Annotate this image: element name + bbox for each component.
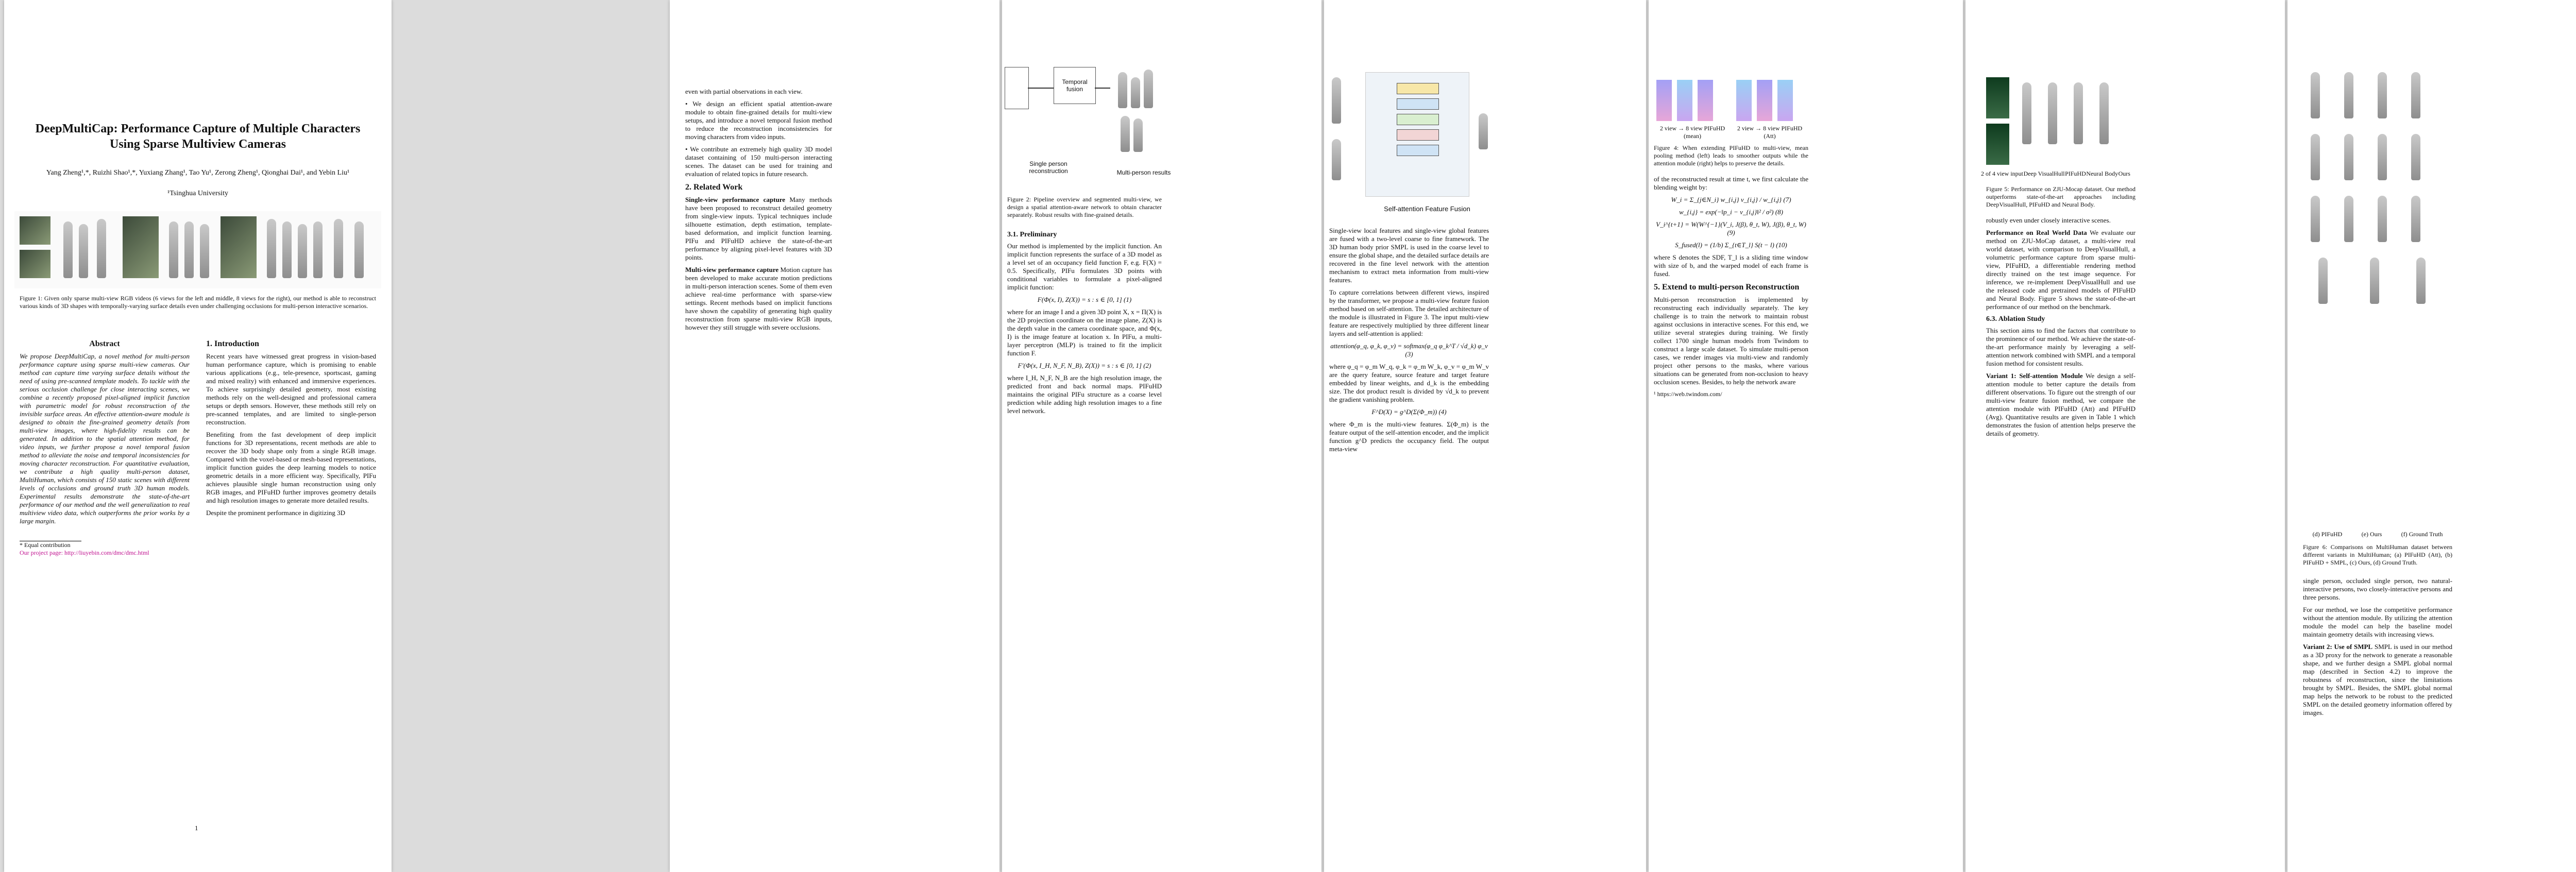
attention-module-figure: [1365, 72, 1469, 197]
page-4-paragraph-3: where φ_q = φ_m W_q, φ_k = φ_m W_k, φ_v = φ_m W_v are the query feature, source feature and target feature embedded by linear weights, and d_k is the embedding size. The dot product result is divided by √d_k to prevent the gradient vanishing problem.: [1329, 363, 1489, 403]
figure-5-labels: [1981, 170, 2130, 178]
variant-2-paragraph: [2303, 643, 2452, 717]
variant-2-lead: Variant 2: Use of SMPL: [2303, 643, 2373, 651]
reconstruction-figure: [298, 224, 307, 278]
ablation-figure: [2411, 134, 2420, 180]
figure-6-labels: [2303, 531, 2452, 538]
attention-block: [1397, 83, 1439, 94]
normal-map: [1777, 80, 1793, 121]
reconstruction-figure: [313, 221, 323, 278]
prelim-heading: 3.1. Preliminary: [1007, 231, 1057, 238]
output-figure: [1479, 113, 1488, 149]
multi-person-paragraph: Multi-person reconstruction is implemented by reconstructing each individually separately. The key challenge is to train the network to maintain robust against occlusions in interactive scenes. For this end, we utilize several strategies during training. We firstly collect 1700 single human models from Twindom to construct a large scale dataset. To simulate multi-person cases, we render images via multi-view and randomly project other persons to the masks, where various situations can be generated from non-occlusion to heavy occlusion scenes. Besides, to help the network aware: [1654, 296, 1808, 386]
figure-5-label-dvh: Deep VisualHull: [2023, 170, 2065, 177]
page-2-left-column: [685, 88, 832, 336]
result-figure: [1121, 116, 1130, 152]
attention-figure-label: Self-attention Feature Fusion: [1376, 203, 1479, 214]
input-figure: [1332, 139, 1341, 180]
attention-block: [1397, 114, 1439, 125]
figure-4-label-att: 2 view → 8 view PIFuHD (Att): [1737, 125, 1803, 140]
page-5-paragraph-1: of the reconstructed result at time t, we first calculate the blending weight by:: [1654, 175, 1808, 191]
reconstruction-figure: [169, 221, 178, 278]
related-paragraph-2: [685, 266, 832, 332]
normal-map: [1736, 80, 1752, 121]
figure-6-caption: Figure 6: Comparisons on MultiHuman dataset between different variants in MultiHuman; (a) PIFuHD (Att), (b) PIFuHD + SMPL, (c) Ours, (d) Ground Truth.: [2303, 543, 2452, 566]
pipeline-box-single: Single person reconstruction: [1023, 155, 1074, 180]
reconstruction-figure: [267, 219, 276, 278]
related-lead-1: Single-view performance capture: [685, 196, 785, 203]
result-figure: [1144, 70, 1153, 108]
intro-paragraph-2: Benefiting from the fast development of deep implicit functions for 3D representations, recent methods are able to recover the 3D body shape only from a single RGB image. Compared with the voxel-based or mesh-based representations, implicit function guides the deep learning models to notice geometric details in a more efficient way. Specifically, PIFu achieves plausible single human reconstruction using only RGB images, and PIFuHD further improves geometry details and high resolution images to generate more detailed results.: [206, 431, 376, 504]
affiliation: ¹Tsinghua University: [167, 190, 228, 197]
figure-1: [14, 211, 381, 288]
attention-block: [1397, 129, 1439, 141]
figure-4-label-mean: 2 view → 8 view PIFuHD (mean): [1659, 125, 1725, 140]
related-text-1: Many methods have been proposed to reconstruct detailed geometry from single-view inputs. Typical techniques include silhouette estimation, depth estimation, template-based deformation, and implicit function learning. PIFu and PIFuHD achieve the state-of-the-art performance by aligning pixel-level features with 3D points.: [685, 196, 832, 261]
ablation-paragraph: This section aims to find the factors that contribute to the prominence of our method. We achieve the state-of-the-art performance mainly by leveraging a self-attention network combined with SMPL and a temporal fusion method for consistent results.: [1986, 327, 2136, 367]
intro-column: [206, 335, 376, 521]
page-5-paragraph-2: where S denotes the SDF, T_l is a sliding time window with size of b, and the warped model of each frame is fused.: [1654, 253, 1808, 278]
ablation-figure: [2344, 196, 2353, 242]
page-4-paragraph-1: Single-view local features and single-view global features are fused with a two-level coarse to fine framework. The 3D human body prior SMPL is used in the coarse level to ensure the global shape, and the detailed surface details are recovered in the fine level network with the attention mechanism to extract meta information from multi-view features.: [1329, 227, 1489, 284]
bullet-2-text: We contribute an extremely high quality 3D model dataset containing of 150 multi-person interacting scenes. The dataset can be used for training and evaluation of related topics in future research.: [685, 145, 832, 178]
abstract-heading: Abstract: [89, 339, 120, 348]
ablation-heading: 6.3. Ablation Study: [1986, 315, 2045, 323]
page-4: [1324, 0, 1646, 872]
page-7: [2287, 0, 2576, 872]
variant-1-paragraph: [1986, 372, 2136, 438]
pipeline-box-input: [1005, 67, 1029, 109]
figure-2-caption: Figure 2: Pipeline overview and segmented multi-view, we design a spatial attention-aware network to obtain character separately. Robust results with fine-grained details.: [1007, 196, 1162, 218]
page-4-paragraph-4: where Φ_m is the multi-view features. Σ(Φ_m) is the feature output of the self-attention encoder, and the implicit function g^D predicts the occupancy field. The output meta-view: [1329, 420, 1489, 453]
ablation-figure: [2411, 72, 2420, 118]
figure-5-label-input: 2 of 4 view input: [1981, 170, 2023, 177]
reconstruction-figure: [184, 221, 194, 278]
reconstruction-figure: [200, 224, 209, 278]
intro-paragraph-1: Recent years have witnessed great progress in vision-based human performance capture, which is promising to enable various applications (e.g., tele-presence, sportscast, gaming and mixed reality) with enhanced and immersive experiences. To achieve surprisingly detailed geometry, most existing methods rely on the well-designed and professional camera setups or depth sensors. However, these methods still rely on pre-scanned templates, and are limited to single-person reconstruction.: [206, 352, 376, 426]
pipeline-arrow: [1095, 88, 1110, 89]
pipeline-label-results: Multi-person results: [1115, 165, 1172, 180]
bullet-1-text: We design an efficient spatial attention-aware module to obtain fine-grained details for multi-view setups, and introduce a novel temporal fusion method to reduce the reconstruction inconsistencies for moving characters from video inputs.: [685, 100, 832, 141]
figure-1-caption: Figure 1: Given only sparse multi-view RGB videos (6 views for the left and middle, 8 views for the right), our method is able to reconstruct various kinds of 3D shapes with temporally-varying surface details even under challenging occlusions for multi-person interactive scenarios.: [20, 295, 376, 310]
contribution-tail: even with partial observations in each view.: [685, 88, 803, 95]
input-photo: [123, 216, 159, 278]
figure-6-label-f: (f) Ground Truth: [2401, 531, 2443, 538]
attention-block: [1397, 98, 1439, 110]
pipeline-box-temporal: Temporal fusion: [1054, 67, 1096, 104]
ablation-figure: [2344, 72, 2353, 118]
ablation-figure: [2344, 134, 2353, 180]
page-1: [4, 0, 392, 872]
equation-10: S_fused(l) = (1/b) Σ_{t∈T_l} S(t − l) (10): [1675, 241, 1787, 249]
figure-5-caption: Figure 5: Performance on ZJU-Mocap dataset. Our method outperforms state-of-the-art approaches including DeepVisualHull, PIFuHD and Neural Body.: [1986, 185, 2136, 208]
result-figure: [1131, 77, 1140, 108]
abstract-column: [20, 335, 190, 557]
input-view: [1986, 77, 2009, 118]
real-world-paragraph: [1986, 229, 2136, 311]
related-heading: 2. Related Work: [685, 183, 743, 192]
page-7-paragraph-2: For our method, we lose the competitive performance without the attention module. By utilizing the attention module the model can help the baseline model maintain geometry details with increasing views.: [2303, 606, 2452, 638]
title-line-1: DeepMultiCap: Performance Capture of Multiple Characters: [35, 122, 361, 135]
normal-map: [1677, 80, 1692, 121]
result-figure: [1118, 72, 1127, 108]
page-6: [1965, 0, 2285, 872]
prelim-paragraph-2: where for an image I and a given 3D point X, x = Π(X) is the 2D projection coordinate on the image plane, Z(X) is the depth value in the camera coordinate space, and Φ(x, I) is the image feature at location x. In PIFu, a multi-layer perceptron (MLP) is trained to fit the implicit function F.: [1007, 308, 1162, 357]
page-4-column: [1329, 227, 1489, 457]
figure-6-label-e: (e) Ours: [2361, 531, 2382, 538]
intro-paragraph-3: Despite the prominent performance in digitizing 3D: [206, 509, 346, 517]
reconstruction-figure: [63, 221, 73, 278]
figure-5-label-ours: Ours: [2118, 170, 2130, 177]
ablation-figure: [2311, 72, 2320, 118]
ablation-figure: [2311, 134, 2320, 180]
equation-1: F(Φ(x, I), Z(X)) = s : s ∈ [0, 1] (1): [1037, 296, 1132, 303]
bullet-2: • We contribute an extremely high quality 3D model dataset containing of 150 multi-person interacting scenes. The dataset can be used for training and evaluation of related topics in future research.: [685, 145, 832, 178]
variant-1-lead: Variant 1: Self-attention Module: [1986, 372, 2083, 380]
normal-map: [1757, 80, 1772, 121]
ablation-figure: [2378, 196, 2387, 242]
page-5-column: [1654, 175, 1808, 398]
figure-5-label-pifuhd: PIFuHD: [2065, 170, 2086, 177]
paper-title: [25, 121, 371, 152]
page-6-column: [1986, 216, 2136, 442]
reconstruction-figure: [354, 221, 364, 278]
page-5-footnote: ¹ https://web.twindom.com/: [1654, 390, 1722, 398]
input-view: [1986, 124, 2009, 165]
related-paragraph-1: [685, 196, 832, 262]
equation-8: w_{i,j} = exp(−‖p_i − v_{i,j}‖² / σ²) (8): [1679, 208, 1783, 216]
variant-2-text: SMPL is used in our method as a 3D proxy for the network to generate a reasonable shape, and we further design a SMPL global normal map (described in Section 4.2) to improve the robustness of reconstruction, since the limitations brought by SMPL. Besides, the SMPL global normal map helps the network to be robust to the predicted SMPL on the detailed geometry information offered by images.: [2303, 643, 2452, 716]
intro-heading: 1. Introduction: [206, 339, 259, 348]
input-figure: [1332, 77, 1341, 124]
real-world-text: We evaluate our method on ZJU-MoCap dataset, a multi-view real world dataset, with comparison to DeepVisualHull, a volumetric performance capture from sparse multi-view, PIFuHD, a differentiable rendering method directly trained on the test image sequence. For inference, we re-implement DeepVisualHull and use the released code and pretrained models of PIFuHD and Neural Body. Figure 5 shows the state-of-the-art performance of our method on the benchmark.: [1986, 229, 2136, 311]
page-number: 1: [195, 824, 198, 832]
input-photo: [221, 216, 257, 278]
comparison-figure: [2074, 82, 2083, 144]
equation-7: W_i = Σ_{j∈N_i} w_{i,j} v_{i,j} / w_{i,j} (7): [1671, 196, 1791, 203]
ablation-figure: [2411, 196, 2420, 242]
bullet-1: • We design an efficient spatial attention-aware module to obtain fine-grained details for multi-view setups, and introduce a novel temporal fusion method to reduce the reconstruction inconsistencies for moving characters from video inputs.: [685, 100, 832, 141]
normal-map: [1698, 80, 1713, 121]
comparison-figure: [2099, 82, 2109, 144]
related-text-2: Motion capture has been developed to make accurate motion predictions in multi-person interaction scenes. Some of them even achieve real-time performance with sparse-view settings. Recent methods based on implicit functions have shown the capability of generating high quality reconstruction from sparse multi-view RGB inputs, however they still struggle with severe occlusions.: [685, 266, 832, 331]
ablation-figure: [2318, 258, 2328, 304]
page-3: [1002, 0, 1321, 872]
input-photo: [20, 250, 50, 278]
ablation-figure: [2378, 72, 2387, 118]
pipeline-arrow: [1028, 88, 1054, 89]
ablation-figure: [2416, 258, 2426, 304]
reconstruction-figure: [334, 219, 343, 278]
variant-1-text: We design a self-attention module to better capture the details from different observations. To figure out the strength of our multi-view feature fusion method, we compare the attention module with PIFuHD (Att) and PIFuHD (Avg). Quantitative results are given in Table 1 which demonstrates the fusion of attention helps preserve the details of geometry.: [1986, 372, 2136, 437]
input-photo: [20, 216, 50, 245]
attention-block: [1397, 145, 1439, 156]
comparison-figure: [2048, 82, 2057, 144]
result-figure: [1133, 118, 1143, 152]
equation-4: F^D(X) = g^D(Σ(Φ_m)) (4): [1371, 408, 1447, 416]
page-3-column: [1007, 227, 1162, 419]
figure-4-caption: Figure 4: When extending PIFuHD to multi-view, mean pooling method (left) leads to smoother outputs while the attention module (right) helps to preserve the details.: [1654, 144, 1808, 167]
abstract-text: We propose DeepMultiCap, a novel method for multi-person performance capture using sparse multi-view cameras. Our method can capture time varying surface details without the need of using pre-scanned template models. To tackle with the serious occlusion challenge for close interacting scenes, we combine a recently proposed pixel-aligned implicit function with parametric model for robust reconstruction of the invisible surface areas. An effective attention-aware module is designed to obtain the fine-grained geometry details from multi-view images, where high-fidelity results can be generated. In addition to the spatial attention method, for video inputs, we further propose a novel temporal fusion method to alleviate the noise and temporal inconsistencies for moving character reconstruction. For quantitative evaluation, we contribute a high quality multi-person dataset, MultiHuman, which consists of 150 static scenes with different levels of occlusions and ground truth 3D human models. Experimental results demonstrate the state-of-the-art performance of our method and the well generalization to real multiview video data, which outperforms the prior works by a large margin.: [20, 352, 190, 525]
comparison-figure: [2022, 82, 2031, 144]
normal-map: [1656, 80, 1672, 121]
page-2: [670, 0, 999, 872]
footnote-project-page[interactable]: Our project page: http://liuyebin.com/dmc/dmc.html: [20, 549, 149, 556]
page-6-paragraph-1: robustly even under closely interactive scenes.: [1986, 216, 2111, 224]
prelim-paragraph-3: where I_H, N_F, N_B are the high resolution image, the predicted front and back normal maps. PIFuHD maintains the original PIFu structure as a coarse level prediction while adding high resolution images to a fine level network.: [1007, 374, 1162, 415]
equation-3: attention(φ_q, φ_k, φ_v) = softmax(φ_q φ_k^T / √d_k) φ_v (3): [1330, 342, 1488, 358]
figure-6-label-d: (d) PIFuHD: [2312, 531, 2343, 538]
related-lead-2: Multi-view performance capture: [685, 266, 779, 273]
ablation-figure: [2311, 196, 2320, 242]
page-7-paragraph-1: single person, occluded single person, two natural-interactive persons, two closely-interactive persons and three persons.: [2303, 577, 2452, 601]
equation-2: F′(Φ(x, I_H, N_F, N_B), Z(X)) = s : s ∈ [0, 1] (2): [1018, 362, 1151, 369]
real-world-lead: Performance on Real World Data: [1986, 229, 2087, 236]
title-line-2: Using Sparse Multiview Cameras: [110, 138, 286, 151]
reconstruction-figure: [79, 224, 88, 278]
footnote-equal: * Equal contribution: [20, 541, 71, 549]
equation-9: V_i^{t+1} = W(W^{−1}(V_i, J(β), θ_t, W), J(β), θ_t, W) (9): [1656, 220, 1806, 236]
figure-4: [1654, 77, 1808, 139]
prelim-paragraph-1: Our method is implemented by the implicit function. An implicit function represents the surface of a 3D model as a level set of an occupancy field function F, e.g. F(X) = 0.5. Specifically, PIFu formulates 3D points with conditional variables to formulate a pixel-aligned implicit function:: [1007, 242, 1162, 291]
page-4-paragraph-2: To capture correlations between different views, inspired by the transformer, we propose a multi-view feature fusion method based on self-attention. The detailed architecture of the module is illustrated in Figure 3. The input multi-view feature are respectively multiplied by three different linear layers and self-attention is applied:: [1329, 288, 1489, 337]
page-7-column: [2303, 577, 2452, 721]
reconstruction-figure: [282, 221, 292, 278]
ablation-figure: [2370, 258, 2379, 304]
authors: Yang Zheng¹,*, Ruizhi Shao¹,*, Yuxiang Zhang¹, Tao Yu¹, Zerong Zheng¹, Qionghai Dai¹, and Yebin Liu¹: [46, 169, 350, 177]
reconstruction-figure: [97, 219, 106, 278]
page-5: [1649, 0, 1963, 872]
ablation-figure: [2378, 134, 2387, 180]
figure-5-label-neuralbody: Neural Body: [2086, 170, 2119, 177]
multi-person-heading: 5. Extend to multi-person Reconstruction: [1654, 283, 1800, 292]
